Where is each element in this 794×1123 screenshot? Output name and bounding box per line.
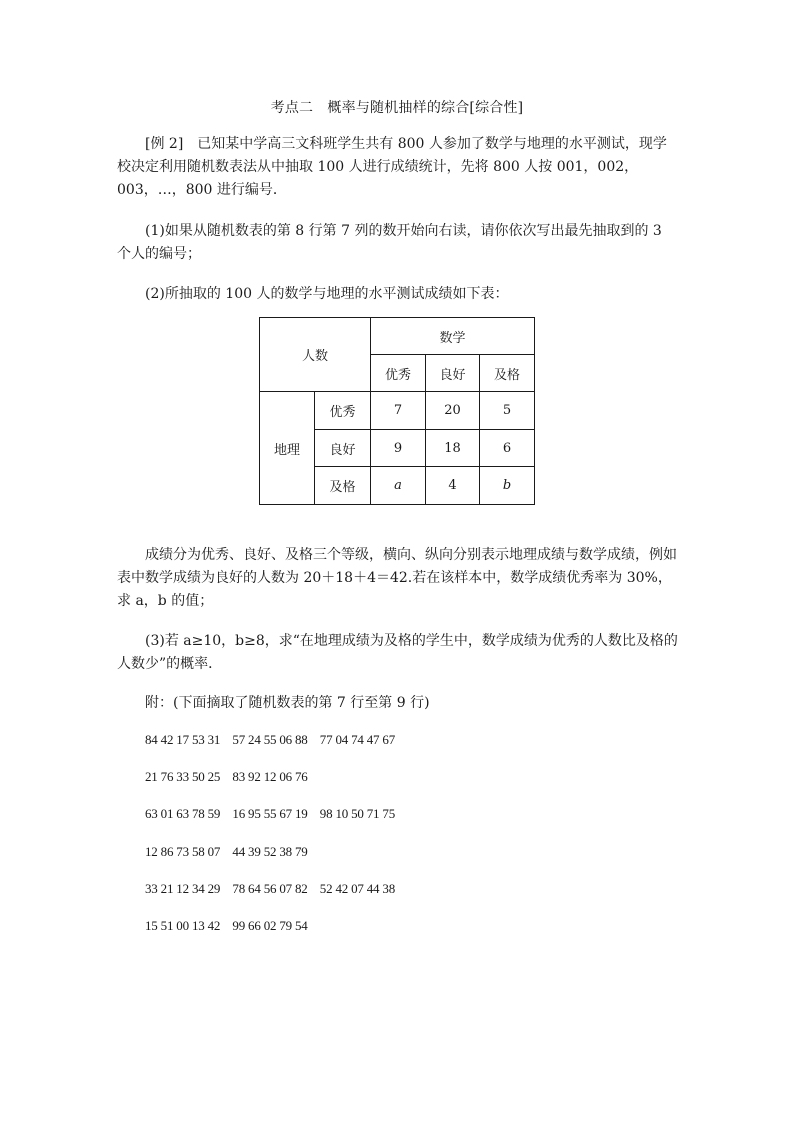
question-1: (1)如果从随机数表的第 8 行第 7 列的数开始向右读，请你依次写出最先抽取到的 3 个人的编号；	[117, 223, 662, 262]
table-cell: 4	[426, 467, 480, 505]
table-cell: 6	[480, 430, 535, 467]
question-2: (2)所抽取的 100 人的数学与地理的水平测试成绩如下表：	[145, 286, 509, 302]
section-title: 考点二 概率与随机抽样的综合[综合性]	[270, 100, 524, 116]
table-cell: 20	[426, 392, 480, 430]
table-cell: a	[371, 467, 426, 505]
random-table-row: 63 01 63 78 59 16 95 55 67 19 98 10 50 71 75	[145, 806, 396, 821]
row-header: 良好	[315, 430, 371, 467]
appendix-note: 附：(下面摘取了随机数表的第 7 行至第 9 行)	[145, 695, 430, 711]
col-header: 优秀	[371, 355, 426, 392]
random-table-row: 33 21 12 34 29 78 64 56 07 82 52 42 07 44 38	[145, 881, 396, 896]
question-3: (3)若 a≥10，b≥8，求“在地理成绩为及格的学生中，数学成绩为优秀的人数比及格的人数少”的概率．	[117, 633, 678, 672]
row-header: 优秀	[315, 392, 371, 430]
random-table-row: 12 86 73 58 07 44 39 52 38 79	[145, 844, 308, 859]
row-header: 及格	[315, 467, 371, 505]
table-cell: b	[480, 467, 535, 505]
table-cell: 18	[426, 430, 480, 467]
col-header: 及格	[480, 355, 535, 392]
random-table-row: 84 42 17 53 31 57 24 55 06 88 77 04 74 47 67	[145, 732, 396, 747]
table-cell: 7	[371, 392, 426, 430]
table-cell: 5	[480, 392, 535, 430]
random-table-row: 21 76 33 50 25 83 92 12 06 76	[145, 769, 308, 784]
col-header: 良好	[426, 355, 480, 392]
table-col-group: 数学	[371, 318, 535, 355]
example-statement: [例 2] 已知某中学高三文科班学生共有 800 人参加了数学与地理的水平测试，现学校决定利用随机数表法从中抽取 100 人进行成绩统计，先将 800 人按 001，002，003，…，800 进行编号．	[117, 136, 667, 198]
question-2-description: 成绩分为优秀、良好、及格三个等级，横向、纵向分别表示地理成绩与数学成绩，例如表中数学成绩为良好的人数为 20＋18＋4＝42.若在该样本中，数学成绩优秀率为 30%，求 a，b 的值；	[117, 547, 677, 609]
table-corner: 人数	[260, 318, 371, 392]
table-cell: 9	[371, 430, 426, 467]
score-table	[259, 317, 535, 505]
random-table-row: 15 51 00 13 42 99 66 02 79 54	[145, 918, 308, 933]
table-row-group: 地理	[260, 392, 315, 505]
